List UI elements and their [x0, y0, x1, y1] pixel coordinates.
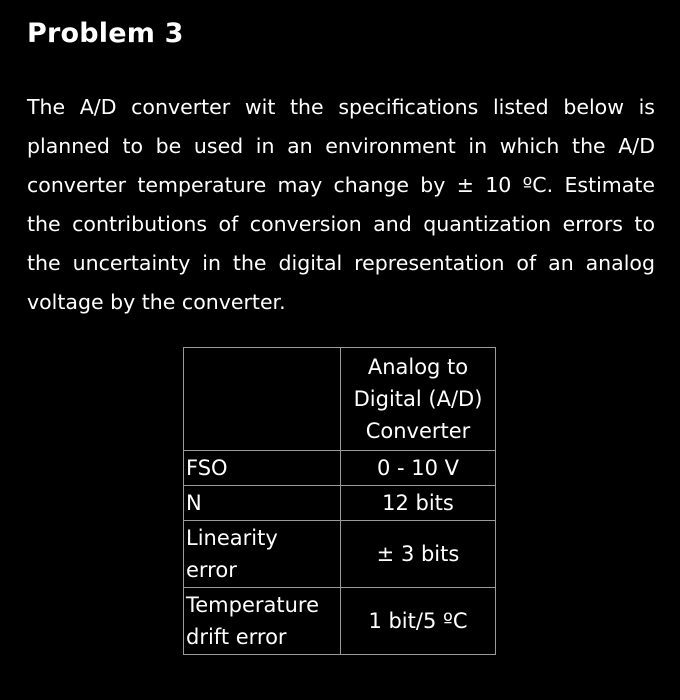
row-value: ± 3 bits: [341, 521, 496, 588]
row-label: [184, 451, 341, 486]
table-row-fso: [184, 451, 496, 486]
row-value: 1 bit/5 ºC: [341, 588, 496, 655]
row-label-line: FSO: [186, 456, 228, 480]
table-row-temperature-drift-error: [184, 588, 496, 655]
table-row-n: [184, 486, 496, 521]
row-label-line: Temperature: [186, 593, 320, 617]
row-value: 0 - 10 V: [341, 451, 496, 486]
specifications-table: [183, 347, 496, 655]
row-label: [184, 486, 341, 521]
row-label-line: Linearity: [186, 526, 278, 550]
header-converter-cell: [341, 348, 496, 451]
row-label-line: error: [186, 558, 237, 582]
header-empty-cell: [184, 348, 341, 451]
table-row-linearity-error: [184, 521, 496, 588]
row-label-line: drift error: [186, 625, 287, 649]
problem-title: Problem 3: [27, 18, 184, 49]
table-header-row: [184, 348, 496, 451]
row-label-line: N: [186, 491, 202, 515]
row-value: 12 bits: [341, 486, 496, 521]
row-label: [184, 588, 341, 655]
row-label: [184, 521, 341, 588]
header-line: Converter: [365, 419, 471, 443]
problem-statement: The A/D converter wit the specifications listed below is planned to be used in an environment in which the A/D converter temperature may change by ± 10 ºC. Estimate the contributions of conversion and quantization errors to the uncertainty in the digital representation of an analog voltage by the converter.: [27, 95, 655, 314]
header-line: Digital (A/D): [353, 387, 483, 411]
header-line: Analog to: [367, 355, 469, 379]
